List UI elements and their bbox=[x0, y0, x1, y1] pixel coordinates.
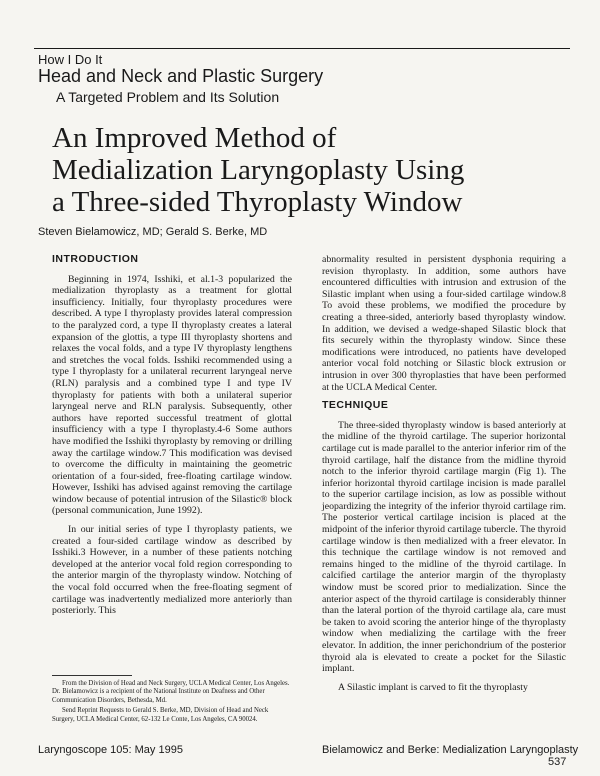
body-paragraph: In our initial series of type I thyroplasty patients, we created a four-sided cartilage window as described by Isshiki.3 However, in a number of these patients notching developed at the anterior vocal fold region corresponding to the anterior margin of the thyroplasty window. Notching of the vocal fold occurred when the free-floating segment of cartilage was inadvertently medialized more anteriorly than posteriorly. This bbox=[52, 524, 292, 617]
header-rule bbox=[34, 48, 570, 49]
body-paragraph: Beginning in 1974, Isshiki, et al.1-3 popularized the medialization thyroplasty as a treatment for glottal insufficiency. Initially, four thyroplasty procedures were described. A type I thyroplasty provides lateral compression to the paralyzed cord, a type II thyroplasty creates a lateral expansion of the glottis, a type III thyroplasty shortens and relaxes the vocal folds, and a type IV thyroplasty lengthens and stretches the vocal folds. Isshiki recommended using a type I thyroplasty for a unilateral recurrent laryngeal nerve (RLN) paralysis and a combined type I and type IV thyroplasty for patients with both a unilateral superior laryngeal nerve and RLN paralysis. Subsequently, other authors have reported successful treatment of glottal insufficiency with a type I thyroplasty.4-6 Some authors have modified the Isshiki thyroplasty by removing or drilling away the cartilage window.7 This modification was devised to overcome the difficulty in maintaining the geometric orientation of a four-sided, free-floating cartilage window. However, Isshiki has advised against removing the cartilage window because of potential intrusion of the Silastic® block (personal communication, June 1992). bbox=[52, 273, 292, 517]
title-line: Medialization Laryngoplasty Using bbox=[52, 154, 465, 186]
journal-citation: Laryngoscope 105: May 1995 bbox=[38, 744, 183, 756]
section-subtitle: A Targeted Problem and Its Solution bbox=[56, 89, 280, 105]
footnote: From the Division of Head and Neck Surgery, UCLA Medical Center, Los Angeles. Dr. Bielamowicz is a recipient of the National Institute on Deafness and Other Communication Disorders, Bethesda, Md. bbox=[52, 680, 290, 704]
author-line: Steven Bielamowicz, MD; Gerald S. Berke, MD bbox=[38, 226, 268, 238]
title-line: a Three-sided Thyroplasty Window bbox=[52, 186, 463, 218]
running-head: Bielamowicz and Berke: Medialization Laryngoplasty bbox=[322, 744, 579, 756]
body-paragraph: A Silastic implant is carved to fit the thyroplasty bbox=[338, 681, 528, 693]
title-line: An Improved Method of bbox=[52, 122, 337, 154]
technique-heading: TECHNIQUE bbox=[322, 399, 389, 412]
introduction-heading: INTRODUCTION bbox=[52, 253, 139, 265]
right-column bbox=[322, 254, 566, 700]
article-title bbox=[52, 122, 572, 218]
section-label: How I Do It bbox=[38, 52, 103, 67]
left-column bbox=[52, 254, 292, 624]
page-number: 537 bbox=[548, 756, 567, 768]
footnotes bbox=[52, 675, 292, 726]
footnote-rule bbox=[52, 675, 132, 676]
section-title: Head and Neck and Plastic Surgery bbox=[38, 66, 324, 86]
body-paragraph: The three-sided thyroplasty window is based anteriorly at the midline of the thyroid cartilage. The superior horizontal cartilage cut is made parallel to the anterior inferior rim of the thyroid cartilage, half the distance from the midline thyroid notch to the inferior thyroid cartilage margin (Fig 1). The inferior horizontal thyroid cartilage incision is made parallel to the superior cartilage incision, as low as possible without jeopardizing the integrity of the inferior thyroid cartilage rim. The posterior vertical cartilage incision is placed at the midpoint of the inferior thyroid cartilage tubercle. The thyroid cartilage window is then medialized with a freer elevator. In this technique the cartilage window is not removed and remains hinged to the midline of the thyroid cartilage. In calcified cartilage the anterior margin of the thyroplasty window must be scored prior to medialization. Since the anterior aspect of the thyroid cartilage is considerably thinner than the lateral portion of the thyroid cartilage ala, care must be taken to avoid scoring the anterior hinge of the thyroplasty window when medializing the cartilage with the freer elevator. In addition, the inner perichondrium of the posterior thyroid ala is elevated to create a pocket for the Silastic implant. bbox=[322, 419, 566, 675]
footnote: Send Reprint Requests to Gerald S. Berke, MD, Division of Head and Neck Surgery, UCLA Medical Center, 62-132 Le Conte, Los Angeles, CA 90024. bbox=[52, 707, 269, 723]
body-paragraph: abnormality resulted in persistent dysphonia requiring a revision thyroplasty. In addition, some authors have encountered difficulties with intrusion and extrusion of the Silastic implant when using a four-sided cartilage window.8 To avoid these problems, we modified the procedure by creating a three-sided, anteriorly based thyroplasty window. In addition, we devised a wedge-shaped Silastic block that fits securely within the thyroplasty window. Since these modifications were introduced, no patients have developed anterior vocal fold notching or Silastic block extrusion or intrusion in over 300 thyroplasties that have been performed at the UCLA Medical Center. bbox=[322, 254, 566, 393]
